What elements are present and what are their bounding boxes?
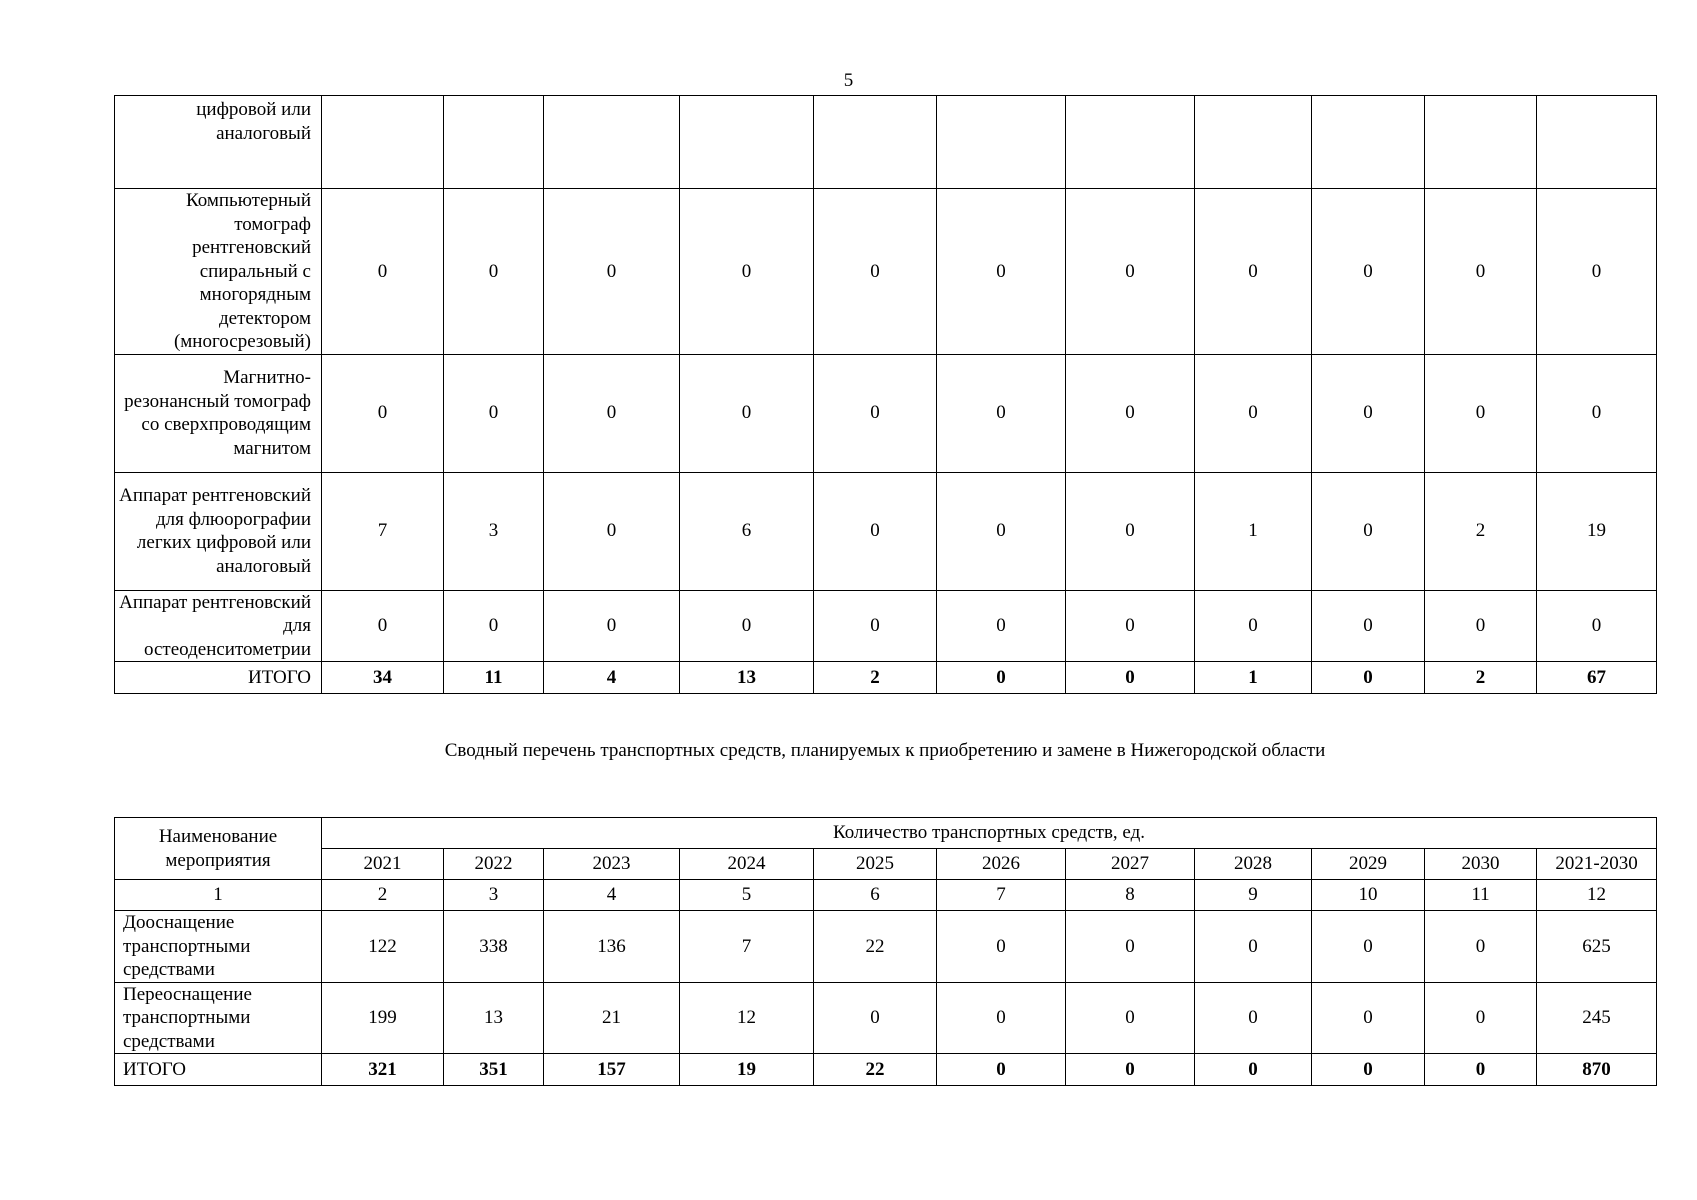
total-value-cell: 870 <box>1537 1054 1657 1086</box>
year-header-cell: 2021-2030 <box>1537 849 1657 880</box>
value-cell: 136 <box>544 911 680 983</box>
column-number-cell: 3 <box>444 880 544 911</box>
value-cell: 199 <box>322 982 444 1054</box>
table-row <box>115 189 1657 355</box>
column-number-cell: 10 <box>1312 880 1425 911</box>
value-cell: 0 <box>937 354 1066 472</box>
value-cell <box>322 96 444 189</box>
column-number-cell: 4 <box>544 880 680 911</box>
row-name-cell: Магнитно-резонансный томограф со сверхпроводящим магнитом <box>115 354 322 472</box>
table-row <box>115 472 1657 590</box>
value-cell: 19 <box>1537 472 1657 590</box>
year-header-cell: 2024 <box>680 849 814 880</box>
table-row <box>115 590 1657 662</box>
value-cell <box>1195 96 1312 189</box>
value-cell: 0 <box>1425 189 1537 355</box>
value-cell: 0 <box>544 189 680 355</box>
value-cell <box>444 96 544 189</box>
total-value-cell: 67 <box>1537 662 1657 694</box>
table-row <box>115 982 1657 1054</box>
column-number-cell: 9 <box>1195 880 1312 911</box>
total-value-cell: 2 <box>814 662 937 694</box>
value-cell: 0 <box>937 590 1066 662</box>
year-header-cell: 2021 <box>322 849 444 880</box>
value-cell: 0 <box>1425 354 1537 472</box>
equipment-table-body <box>115 96 1657 694</box>
total-value-cell: 2 <box>1425 662 1537 694</box>
value-cell: 338 <box>444 911 544 983</box>
total-value-cell: 0 <box>1425 1054 1537 1086</box>
value-cell <box>1425 96 1537 189</box>
value-cell: 0 <box>1425 911 1537 983</box>
header-group-cell: Количество транспортных средств, ед. <box>322 818 1657 849</box>
value-cell: 122 <box>322 911 444 983</box>
value-cell <box>1537 96 1657 189</box>
header-name-cell: Наименование мероприятия <box>115 818 322 880</box>
value-cell: 0 <box>1312 472 1425 590</box>
column-number-cell: 1 <box>115 880 322 911</box>
total-value-cell: 0 <box>1066 1054 1195 1086</box>
total-value-cell: 0 <box>1066 662 1195 694</box>
column-number-cell: 6 <box>814 880 937 911</box>
value-cell: 0 <box>814 189 937 355</box>
value-cell: 0 <box>1066 911 1195 983</box>
equipment-table <box>114 95 1657 694</box>
row-name-cell: Компьютерный томограф рентгеновский спиральный с многорядным детектором (многосрезовый) <box>115 189 322 355</box>
total-value-cell: 1 <box>1195 662 1312 694</box>
value-cell <box>544 96 680 189</box>
value-cell: 0 <box>1066 354 1195 472</box>
value-cell: 7 <box>680 911 814 983</box>
value-cell: 0 <box>1312 189 1425 355</box>
value-cell: 12 <box>680 982 814 1054</box>
transport-table-caption: Сводный перечень транспортных средств, планируемых к приобретению и замене в Нижегородской области <box>444 740 1326 761</box>
value-cell: 0 <box>814 472 937 590</box>
value-cell <box>1312 96 1425 189</box>
total-value-cell: 19 <box>680 1054 814 1086</box>
value-cell: 0 <box>1312 982 1425 1054</box>
value-cell: 0 <box>814 354 937 472</box>
total-value-cell: 0 <box>937 662 1066 694</box>
value-cell: 245 <box>1537 982 1657 1054</box>
value-cell: 0 <box>1066 189 1195 355</box>
value-cell: 0 <box>937 911 1066 983</box>
value-cell: 7 <box>322 472 444 590</box>
row-name-cell: Аппарат рентгеновский для остеоденситометрии <box>115 590 322 662</box>
year-header-cell: 2029 <box>1312 849 1425 880</box>
value-cell: 0 <box>937 189 1066 355</box>
year-header-cell: 2028 <box>1195 849 1312 880</box>
year-header-cell: 2023 <box>544 849 680 880</box>
total-label-cell: ИТОГО <box>115 1054 322 1086</box>
value-cell: 13 <box>444 982 544 1054</box>
value-cell: 0 <box>937 472 1066 590</box>
value-cell: 21 <box>544 982 680 1054</box>
total-value-cell: 321 <box>322 1054 444 1086</box>
table-row <box>115 354 1657 472</box>
total-value-cell: 13 <box>680 662 814 694</box>
column-number-cell: 12 <box>1537 880 1657 911</box>
value-cell: 0 <box>444 590 544 662</box>
transport-colnum-row <box>115 880 1657 911</box>
total-value-cell: 0 <box>937 1054 1066 1086</box>
value-cell: 0 <box>1195 590 1312 662</box>
year-header-cell: 2022 <box>444 849 544 880</box>
transport-table-body <box>115 911 1657 1086</box>
value-cell: 0 <box>680 354 814 472</box>
year-header-cell: 2027 <box>1066 849 1195 880</box>
value-cell: 0 <box>1195 189 1312 355</box>
value-cell: 6 <box>680 472 814 590</box>
total-row <box>115 662 1657 694</box>
value-cell: 0 <box>544 590 680 662</box>
value-cell: 0 <box>1312 354 1425 472</box>
page-number: 5 <box>843 70 854 91</box>
table-row <box>115 911 1657 983</box>
value-cell: 0 <box>1537 354 1657 472</box>
value-cell: 0 <box>444 354 544 472</box>
value-cell: 0 <box>680 590 814 662</box>
transport-years-row <box>115 849 1657 880</box>
value-cell: 0 <box>814 982 937 1054</box>
value-cell: 0 <box>937 982 1066 1054</box>
column-number-cell: 8 <box>1066 880 1195 911</box>
column-number-cell: 5 <box>680 880 814 911</box>
value-cell: 3 <box>444 472 544 590</box>
value-cell: 0 <box>1066 982 1195 1054</box>
row-name-cell: Переоснащение транспортными средствами <box>115 982 322 1054</box>
value-cell: 0 <box>1312 911 1425 983</box>
value-cell <box>1066 96 1195 189</box>
value-cell: 625 <box>1537 911 1657 983</box>
column-number-cell: 11 <box>1425 880 1537 911</box>
value-cell <box>814 96 937 189</box>
value-cell: 0 <box>1195 982 1312 1054</box>
row-name-cell: Аппарат рентгеновский для флюорографии легких цифровой или аналоговый <box>115 472 322 590</box>
table-row <box>115 96 1657 189</box>
value-cell: 0 <box>1425 982 1537 1054</box>
year-header-cell: 2026 <box>937 849 1066 880</box>
value-cell: 0 <box>1312 590 1425 662</box>
total-value-cell: 34 <box>322 662 444 694</box>
total-value-cell: 351 <box>444 1054 544 1086</box>
value-cell: 0 <box>322 590 444 662</box>
value-cell: 0 <box>444 189 544 355</box>
value-cell <box>680 96 814 189</box>
total-value-cell: 4 <box>544 662 680 694</box>
total-value-cell: 157 <box>544 1054 680 1086</box>
value-cell: 0 <box>814 590 937 662</box>
total-value-cell: 11 <box>444 662 544 694</box>
value-cell: 0 <box>1537 189 1657 355</box>
column-number-cell: 2 <box>322 880 444 911</box>
row-name-cell: цифровой или аналоговый <box>115 96 322 189</box>
value-cell: 0 <box>1066 590 1195 662</box>
value-cell <box>937 96 1066 189</box>
transport-header-row <box>115 818 1657 849</box>
total-label-cell: ИТОГО <box>115 662 322 694</box>
year-header-cell: 2025 <box>814 849 937 880</box>
row-name-cell: Дооснащение транспортными средствами <box>115 911 322 983</box>
value-cell: 0 <box>322 354 444 472</box>
column-number-cell: 7 <box>937 880 1066 911</box>
total-value-cell: 22 <box>814 1054 937 1086</box>
value-cell: 2 <box>1425 472 1537 590</box>
value-cell: 0 <box>1537 590 1657 662</box>
value-cell: 0 <box>1195 911 1312 983</box>
value-cell: 0 <box>1195 354 1312 472</box>
value-cell: 22 <box>814 911 937 983</box>
total-row <box>115 1054 1657 1086</box>
total-value-cell: 0 <box>1312 662 1425 694</box>
year-header-cell: 2030 <box>1425 849 1537 880</box>
value-cell: 0 <box>322 189 444 355</box>
value-cell: 0 <box>1425 590 1537 662</box>
value-cell: 0 <box>544 472 680 590</box>
value-cell: 0 <box>1066 472 1195 590</box>
transport-table <box>114 817 1657 1086</box>
value-cell: 1 <box>1195 472 1312 590</box>
total-value-cell: 0 <box>1312 1054 1425 1086</box>
value-cell: 0 <box>544 354 680 472</box>
value-cell: 0 <box>680 189 814 355</box>
total-value-cell: 0 <box>1195 1054 1312 1086</box>
